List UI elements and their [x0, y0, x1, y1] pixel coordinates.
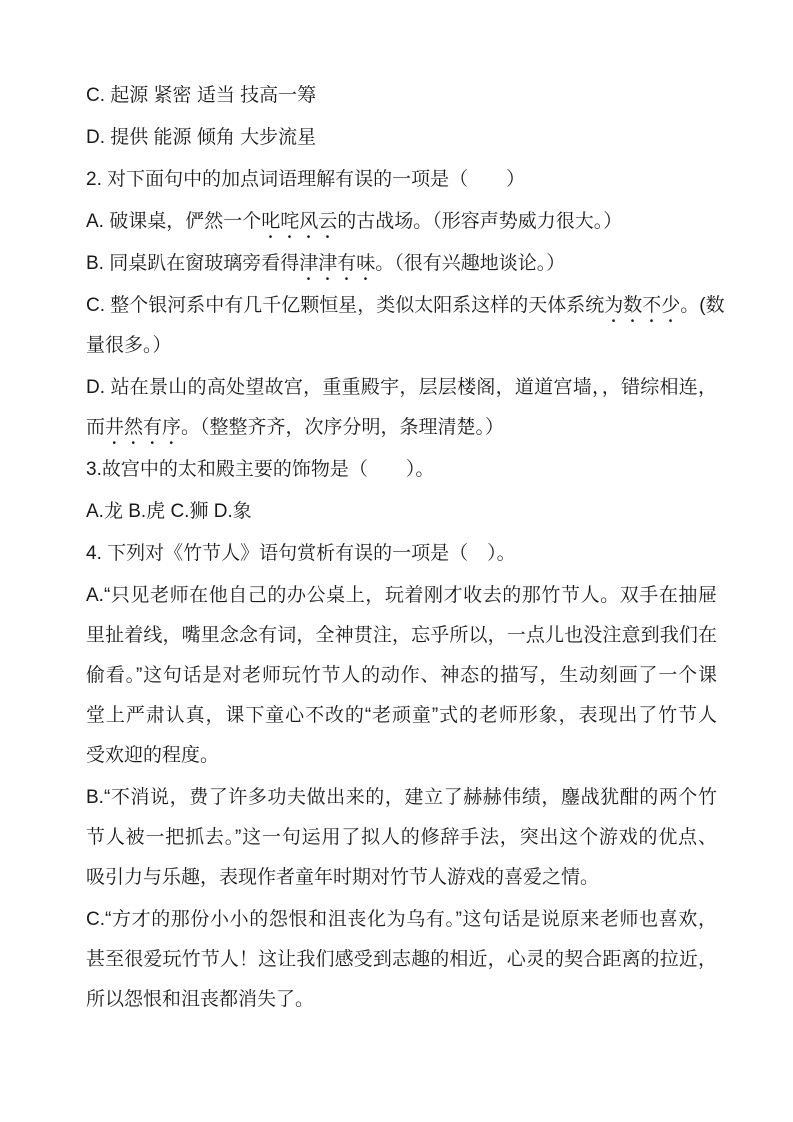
text-segment: 节人被一把抓去。”这一句运用了拟人的修辞手法，突出这个游戏的优点、	[86, 827, 717, 848]
text-segment: C. 整个银河系中有几千亿颗恒星，类似太阳系这样的天体系统	[86, 295, 605, 316]
text-segment: D. 站在景山的高处望故宫，重重殿宇，层层楼阁，道道宫墙，，错综相连，	[86, 377, 717, 398]
text-segment: 2. 对下面句中的加点词语理解有误的一项是（ ）	[86, 169, 526, 190]
emphasized-text: 井然有序	[105, 417, 182, 438]
text-segment: 。（很有兴趣地谈论。）	[375, 253, 566, 274]
text-segment: A.“只见老师在他自己的办公桌上，玩着刚才收去的那竹节人。双手在抽屉	[86, 585, 717, 606]
text-line	[86, 736, 733, 776]
text-line	[86, 656, 717, 696]
emphasized-text: 叱咤风云	[261, 211, 338, 232]
text-line	[86, 202, 733, 242]
text-line	[86, 980, 733, 1020]
text-line	[86, 534, 733, 574]
emphasized-text: 津津有味	[299, 253, 376, 274]
text-segment: C.“方才的那份小小的怨恨和沮丧化为乌有。”这句话是说原来老师也喜欢，	[86, 909, 717, 930]
text-line	[86, 900, 717, 940]
emphasized-text: 为数不少	[604, 295, 681, 316]
text-segment: 堂上严肃认真，课下童心不改的“老顽童”式的老师形象，表现出了竹节人	[86, 705, 717, 726]
text-line	[86, 576, 717, 616]
text-segment: 。（整整齐齐，次序分明，条理清楚。）	[181, 417, 505, 438]
text-segment: 所以怨恨和沮丧都消失了。	[86, 989, 315, 1010]
text-segment: A.龙 B.虎 C.狮 D.象	[86, 501, 252, 522]
text-segment: 受欢迎的程度。	[86, 745, 220, 766]
text-segment: A. 破课桌，俨然一个	[86, 211, 262, 232]
text-line	[86, 160, 733, 200]
text-segment: 里扯着线，嘴里念念有词，全神贯注，忘乎所以，一点儿也没注意到我们在	[86, 625, 717, 646]
text-segment: 而	[86, 417, 106, 438]
text-segment: 量很多。）	[86, 335, 172, 356]
text-segment: B.“不消说，费了许多功夫做出来的，建立了赫赫伟绩，鏖战犹酣的两个竹	[86, 787, 717, 808]
text-line	[86, 940, 717, 980]
text-line	[86, 450, 733, 490]
text-segment: 吸引力与乐趣，表现作者童年时期对竹节人游戏的喜爱之情。	[86, 867, 600, 888]
text-line	[86, 818, 717, 858]
text-line	[86, 408, 733, 448]
text-segment: 3.故宫中的太和殿主要的饰物是（ ）。	[86, 459, 435, 480]
text-line	[86, 858, 733, 898]
text-line	[86, 696, 717, 736]
text-line	[86, 492, 733, 532]
text-segment: 4. 下列对《竹节人》语句赏析有误的一项是（ ）。	[86, 543, 516, 564]
text-line	[86, 244, 733, 284]
text-line	[86, 326, 733, 366]
text-line	[86, 286, 725, 326]
text-line	[86, 368, 717, 408]
text-line	[86, 778, 717, 818]
text-line	[86, 76, 733, 116]
text-line	[86, 118, 733, 158]
text-segment: B. 同桌趴在窗玻璃旁看得	[86, 253, 300, 274]
text-segment: D. 提供 能源 倾角 大步流星	[86, 127, 317, 148]
text-segment: C. 起源 紧密 适当 技高一筹	[86, 85, 317, 106]
text-segment: 甚至很爱玩竹节人！这让我们感受到志趣的相近，心灵的契合距离的拉近，	[86, 949, 717, 970]
text-segment: 的古战场。（形容声势威力很大。）	[337, 211, 623, 232]
text-line	[86, 616, 717, 656]
text-segment: 偷看。”这句话是对老师玩竹节人的动作、神态的描写，生动刻画了一个课	[86, 665, 717, 686]
text-segment: 。(数	[680, 295, 725, 316]
